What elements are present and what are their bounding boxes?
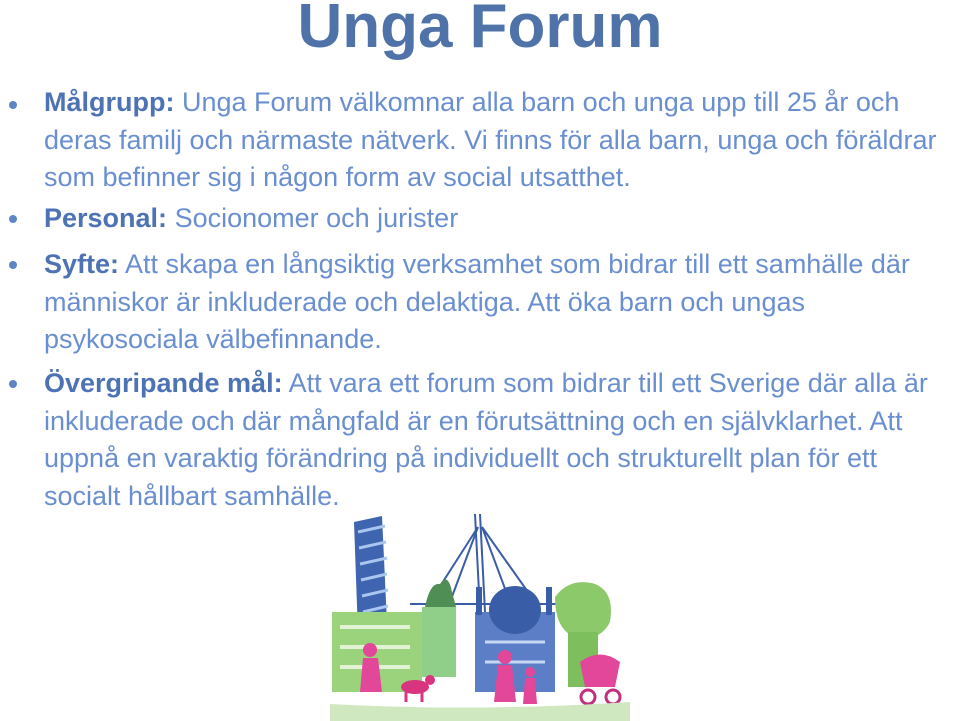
bullet-body: Socionomer och jurister <box>174 203 459 233</box>
bullet-label: Övergripande mål: <box>44 368 283 398</box>
bullet-dot-icon <box>9 261 17 269</box>
bullet-dot-icon <box>9 215 17 223</box>
bullet-label: Personal: <box>44 203 168 233</box>
bullet-text <box>44 365 949 515</box>
bullet-label: Målgrupp: <box>44 87 175 117</box>
city-people-illustration-icon <box>330 512 630 721</box>
slide-title: Unga Forum <box>297 0 663 61</box>
bullet-text <box>44 200 949 238</box>
bullet-body: Att vara ett forum som bidrar till ett Sverige där alla är inkluderade och där mångfald är en förutsättning och en självklarhet. Att uppnå en varaktig förändring på individuellt och strukturellt plan för ett socialt hållbart samhälle. <box>44 368 928 511</box>
bullet-text <box>44 84 949 197</box>
bullet-label: Syfte: <box>44 249 120 279</box>
bullet-body: Att skapa en långsiktig verksamhet som bidrar till ett samhälle där människor är inkluderade och delaktiga. Att öka barn och ungas psykosociala välbefinnande. <box>44 249 910 354</box>
bullet-body: Unga Forum välkomnar alla barn och unga upp till 25 år och deras familj och närmaste nätverk. Vi finns för alla barn, unga och föräldrar som befinner sig i någon form av social utsatthet. <box>44 87 937 192</box>
bullet-text <box>44 246 949 359</box>
bullet-dot-icon <box>9 380 17 388</box>
bullet-dot-icon <box>9 101 17 109</box>
